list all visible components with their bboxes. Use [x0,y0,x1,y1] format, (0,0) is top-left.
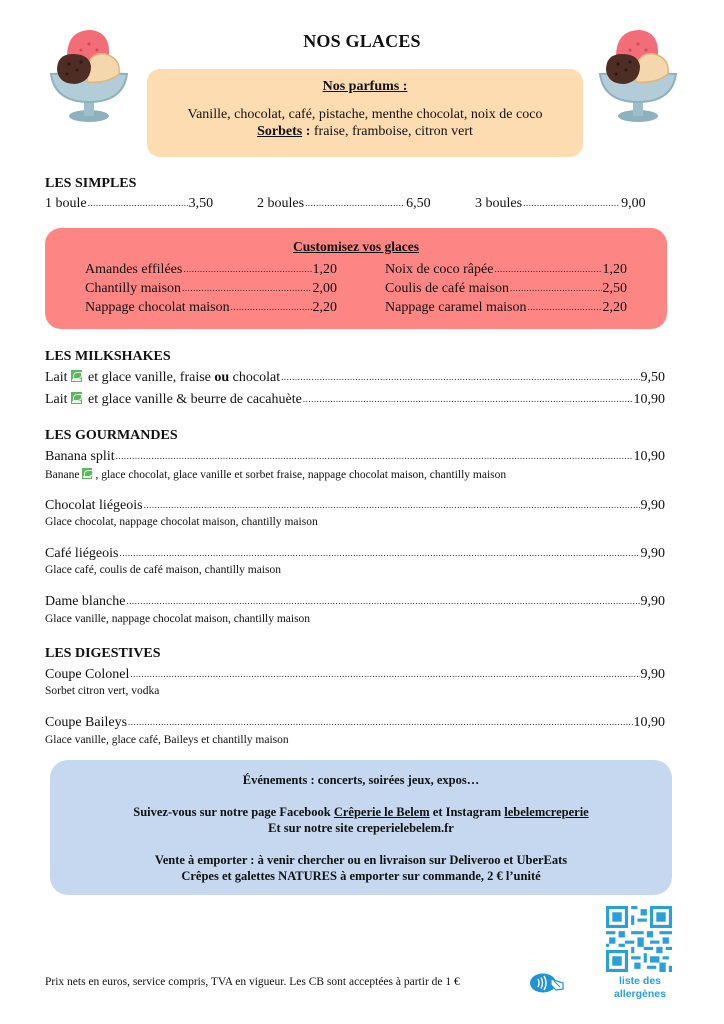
leader-dots [281,372,639,382]
item-name: Lait et glace vanille, fraise ou chocolat [45,370,281,385]
menu-item [257,196,475,212]
item-price: 10,90 [633,392,665,407]
item-price: 2,20 [312,300,337,315]
item-price: 9,90 [640,667,665,682]
flavors-list: Vanille, chocolat, café, pistache, menthe chocolat, noix de coco [187,107,543,122]
section-title-digestives: LES DIGESTIVES [45,646,161,661]
takeaway-line: Vente à emporter : à venir chercher ou en livraison sur Deliveroo et UberEats [154,853,568,867]
leader-dots [494,264,601,274]
leader-dots [303,394,633,404]
leader-dots [528,302,602,312]
item-description: Glace vanille, nappage chocolat maison, chantilly maison [45,613,311,625]
contactless-payment-icon [529,973,567,993]
item-name: Lait et glace vanille & beurre de cacahuète [45,392,302,407]
item-price: 9,90 [640,498,665,513]
leader-dots [128,717,632,727]
crepes-line: Crêpes et galettes NATURES à emporter sur commande, 2 € l’unité [181,869,541,883]
item-name: Noix de coco râpée [385,262,494,277]
social-line: Suivez-vous sur notre page Facebook Crêperie le Belem et Instagram lebelemcreperie [133,805,589,819]
item-description: Glace chocolat, nappage chocolat maison, chantilly maison [45,516,318,528]
topping-item [385,300,627,319]
item-price: 9,90 [640,594,665,609]
leader-dots [126,596,639,606]
leader-dots [183,264,311,274]
allergens-label[interactable]: liste des allergènes [614,975,666,1000]
organic-label-icon [71,392,82,404]
item-price: 10,90 [633,449,665,464]
leader-dots [510,283,601,293]
item-name: Nappage caramel maison [385,300,527,315]
menu-item [45,546,665,562]
item-price: 2,20 [602,300,627,315]
item-price: 9,90 [640,546,665,561]
topping-item [385,281,627,300]
leader-dots [523,198,620,208]
menu-item [45,667,665,683]
leader-dots [182,283,311,293]
item-description: Glace vanille, glace café, Baileys et chantilly maison [45,734,289,746]
item-description: Sorbet citron vert, vodka [45,685,160,697]
item-name: Café liégeois [45,546,119,561]
toppings-column-right [385,262,627,319]
simples-row [45,196,665,212]
item-name: 1 boule [45,196,87,211]
item-price: 2,50 [602,281,627,296]
item-price: 9,00 [621,196,646,211]
item-name: Dame blanche [45,594,126,609]
menu-item [45,392,665,408]
sorbets-line [147,124,583,140]
section-title-gourmandes: LES GOURMANDES [45,428,178,443]
item-name: Coulis de café maison [385,281,510,296]
item-name: Banana split [45,449,115,464]
section-title-simples: LES SIMPLES [45,176,137,191]
toppings-box [45,228,667,329]
leader-dots [116,451,633,461]
instagram-link[interactable]: lebelemcreperie [504,805,589,819]
item-price: 1,20 [602,262,627,277]
item-name: Chocolat liégeois [45,498,143,513]
item-name: Coupe Baileys [45,715,128,730]
topping-item [85,300,337,319]
item-name: Chantilly maison [85,281,182,296]
item-price: 3,50 [188,196,214,211]
sorbets-label: Sorbets [257,124,303,139]
leader-dots [144,500,640,510]
item-price: 10,90 [633,715,665,730]
item-price: 2,00 [312,281,337,296]
info-box [50,760,672,895]
section-title-milkshakes: LES MILKSHAKES [45,349,171,364]
menu-item [45,196,257,212]
topping-item [385,262,627,281]
menu-item [45,715,665,731]
menu-item [45,498,665,514]
events-line: Événements : concerts, soirées jeux, expos… [242,773,480,787]
topping-item [85,262,337,281]
leader-dots [231,302,312,312]
item-description: Glace café, coulis de café maison, chantilly maison [45,564,281,576]
page-title: NOS GLACES [303,31,421,51]
allergens-qr-code[interactable] [606,906,672,972]
item-name: Amandes effilées [85,262,183,277]
organic-label-icon [82,468,92,479]
organic-label-icon [71,370,82,382]
sorbets-separator: : [302,124,311,139]
leader-dots [130,669,639,679]
toppings-column-left [85,262,337,319]
flavors-box [147,69,583,157]
item-price: 1,20 [312,262,337,277]
menu-item [45,449,665,465]
leader-dots [119,548,639,558]
topping-item [85,281,337,300]
toppings-heading: Customisez vos glaces [293,239,419,254]
leader-dots [305,198,405,208]
item-name: 2 boules [257,196,305,211]
menu-item [475,196,646,212]
item-price: 9,50 [640,370,665,385]
item-name: Nappage chocolat maison [85,300,230,315]
item-name: 3 boules [475,196,523,211]
footer-note: Prix nets en euros, service compris, TVA en vigueur. Les CB sont acceptées à partir de 1 € [45,976,460,988]
menu-item [45,594,665,610]
item-description: Banane , glace chocolat, glace vanille et sorbet fraise, nappage chocolat maison, chantilly maison [45,469,507,481]
item-name: Coupe Colonel [45,667,130,682]
sorbets-list: fraise, framboise, citron vert [310,124,473,139]
menu-item [45,370,665,386]
flavors-heading: Nos parfums : [322,79,408,94]
leader-dots [88,198,188,208]
website-line: Et sur notre site creperielebelem.fr [268,821,454,835]
facebook-link[interactable]: Crêperie le Belem [333,805,430,819]
item-price: 6,50 [406,196,431,211]
